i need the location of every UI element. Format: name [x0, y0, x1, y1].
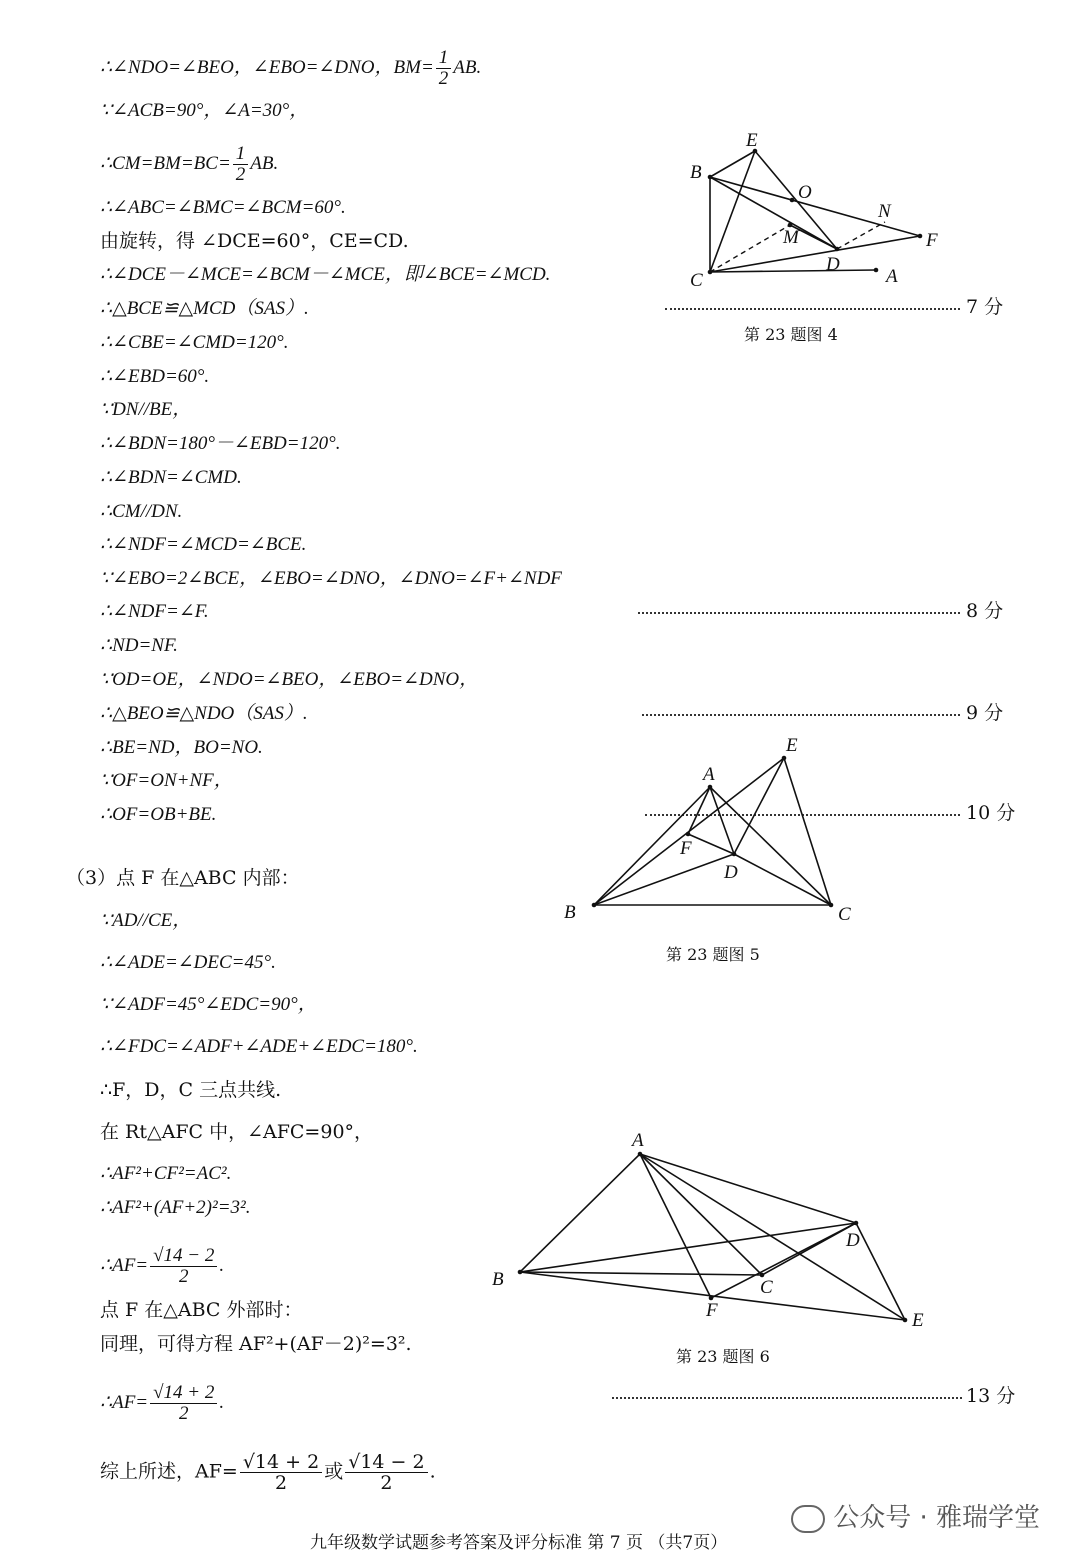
proof-line: ∴△BCE≌△MCD（SAS）.: [100, 298, 309, 319]
label-A: A: [886, 266, 898, 287]
label-E: E: [786, 735, 798, 756]
score-leader: [665, 308, 960, 310]
label-A: A: [703, 764, 715, 785]
label-D: D: [724, 862, 738, 883]
watermark: [791, 1497, 1040, 1534]
proof-line: ∵∠ACB=90°，∠A=30°，: [100, 100, 309, 121]
proof-text: ∴∠NDO=∠BEO，∠EBO=∠DNO，BM=: [100, 56, 434, 78]
proof-line: [100, 48, 481, 89]
score-8: 8 分: [966, 600, 1004, 622]
proof-line: 由旋转，得 ∠DCE=60°，CE=CD.: [100, 230, 409, 252]
proof-text: ∴AF=: [100, 1254, 149, 1276]
proof-line: ∴AF²+CF²=AC².: [100, 1163, 232, 1184]
proof-line: ∴AF= $\frac{√14 + 2}{2}$ .: [100, 1382, 225, 1424]
figure-4-caption: 第 23 题图 4: [744, 325, 838, 344]
label-F: F: [926, 230, 938, 251]
score-leader: [612, 1397, 962, 1399]
proof-line: ∴AF= $\frac{√14 - 2}{2}$ .: [100, 1245, 225, 1287]
proof-line: ∴BE=ND，BO=NO.: [100, 737, 263, 758]
proof-line: ∴∠FDC=∠ADF+∠ADE+∠EDC=180°.: [100, 1036, 418, 1057]
fraction-denominator: 2: [179, 1403, 189, 1424]
label-C: C: [838, 904, 851, 925]
proof-line: ∴∠EBD=60°.: [100, 366, 210, 387]
fraction-numerator: √14 − 2: [345, 1452, 427, 1473]
label-B: B: [492, 1269, 504, 1290]
figure-6-caption: 第 23 题图 6: [676, 1347, 770, 1366]
fraction-numerator: √14 + 2: [150, 1383, 217, 1404]
proof-line: ∵∠ADF=45°∠EDC=90°，: [100, 994, 317, 1015]
score-10: 10 分: [966, 802, 1016, 824]
figure-4: [680, 120, 960, 300]
proof-line: ∵DN//BE，: [100, 399, 192, 420]
label-E: E: [746, 130, 758, 151]
fraction-half: [233, 144, 249, 185]
proof-text: 或: [324, 1460, 344, 1483]
fraction-half: [436, 48, 452, 89]
label-C: C: [760, 1277, 773, 1298]
label-C: C: [690, 270, 703, 291]
score-13: 13 分: [966, 1385, 1016, 1407]
wechat-icon: [791, 1505, 825, 1533]
label-O: O: [798, 182, 812, 203]
proof-line: ∴∠NDF=∠MCD=∠BCE.: [100, 534, 307, 555]
proof-text: AB.: [453, 56, 482, 78]
score-leader: [638, 612, 960, 614]
label-D: D: [826, 254, 840, 275]
proof-line: ∵AD//CE，: [100, 910, 192, 931]
proof-text: ∴AF=: [100, 1391, 149, 1413]
fraction-minus: [345, 1452, 427, 1493]
label-A: A: [632, 1130, 644, 1151]
proof-line: [100, 144, 278, 185]
proof-line: ∴CM//DN.: [100, 501, 183, 522]
conclusion-line: 综上所述，AF= $\frac{√14 + 2}{2}$ 或 $\frac{√14 - 2}{2}$ .: [100, 1451, 436, 1494]
label-N: N: [878, 201, 891, 222]
fraction-minus: [150, 1246, 217, 1287]
proof-line: ∵OD=OE，∠NDO=∠BEO，∠EBO=∠DNO，: [100, 669, 479, 690]
page-footer: 九年级数学试题参考答案及评分标准 第 7 页 （共7页）: [310, 1533, 728, 1553]
proof-text: AB.: [250, 152, 279, 174]
label-F: F: [706, 1300, 718, 1321]
proof-line: ∴∠ADE=∠DEC=45°.: [100, 952, 276, 973]
proof-text: ∴CM=BM=BC=: [100, 152, 231, 174]
label-D: D: [846, 1230, 860, 1251]
label-B: B: [690, 162, 702, 183]
figure-5: [550, 730, 870, 930]
fraction-plus: [150, 1383, 217, 1424]
label-B: B: [564, 902, 576, 923]
proof-line: ∴∠ABC=∠BMC=∠BCM=60°.: [100, 197, 346, 218]
fraction-denominator: 2: [380, 1472, 393, 1494]
fraction-numerator: √14 − 2: [150, 1246, 217, 1267]
proof-line: ∴∠BDN=∠CMD.: [100, 467, 242, 488]
proof-line: ∴OF=OB+BE.: [100, 804, 217, 825]
proof-text: 综上所述，AF=: [100, 1460, 238, 1483]
watermark-text: 公众号 · 雅瑞学堂: [833, 1503, 1040, 1533]
label-E: E: [912, 1310, 924, 1331]
proof-line: ∴∠NDF=∠F.: [100, 601, 209, 622]
fraction-plus: [240, 1452, 322, 1493]
score-7: 7 分: [966, 296, 1004, 318]
proof-line: ∴F，D，C 三点共线.: [100, 1079, 282, 1101]
proof-line: ∴∠BDN=180°－∠EBD=120°.: [100, 433, 341, 454]
proof-line: 点 F 在△ABC 外部时：: [100, 1299, 303, 1321]
figure-6: [480, 1120, 940, 1340]
score-leader: [642, 714, 960, 716]
score-9: 9 分: [966, 702, 1004, 724]
fraction-numerator: 1: [233, 144, 249, 165]
fraction-numerator: √14 + 2: [240, 1452, 322, 1473]
figure-5-caption: 第 23 题图 5: [666, 945, 760, 964]
proof-line: 在 Rt△AFC 中，∠AFC=90°，: [100, 1121, 374, 1143]
fraction-denominator: 2: [274, 1472, 288, 1494]
fraction-denominator: 2: [235, 164, 246, 185]
fraction-numerator: 1: [436, 48, 452, 69]
section-heading: （3）点 F 在△ABC 内部：: [66, 867, 300, 889]
proof-line: ∴∠CBE=∠CMD=120°.: [100, 332, 289, 353]
label-M: M: [783, 227, 799, 248]
fraction-denominator: 2: [438, 68, 449, 89]
proof-line: ∵OF=ON+NF，: [100, 770, 233, 791]
proof-line: ∴ND=NF.: [100, 635, 178, 656]
fraction-denominator: 2: [179, 1266, 189, 1287]
proof-line: ∴AF²+(AF+2)²=3².: [100, 1197, 251, 1218]
proof-line: ∴△BEO≌△NDO（SAS）.: [100, 703, 308, 724]
proof-line: ∴∠DCE－∠MCE=∠BCM－∠MCE，即∠BCE=∠MCD.: [100, 264, 551, 285]
proof-line: 同理，可得方程 AF²+(AF－2)²=3².: [100, 1333, 412, 1355]
proof-line: ∵∠EBO=2∠BCE，∠EBO=∠DNO，∠DNO=∠F+∠NDF: [100, 568, 562, 589]
label-F: F: [680, 838, 692, 859]
